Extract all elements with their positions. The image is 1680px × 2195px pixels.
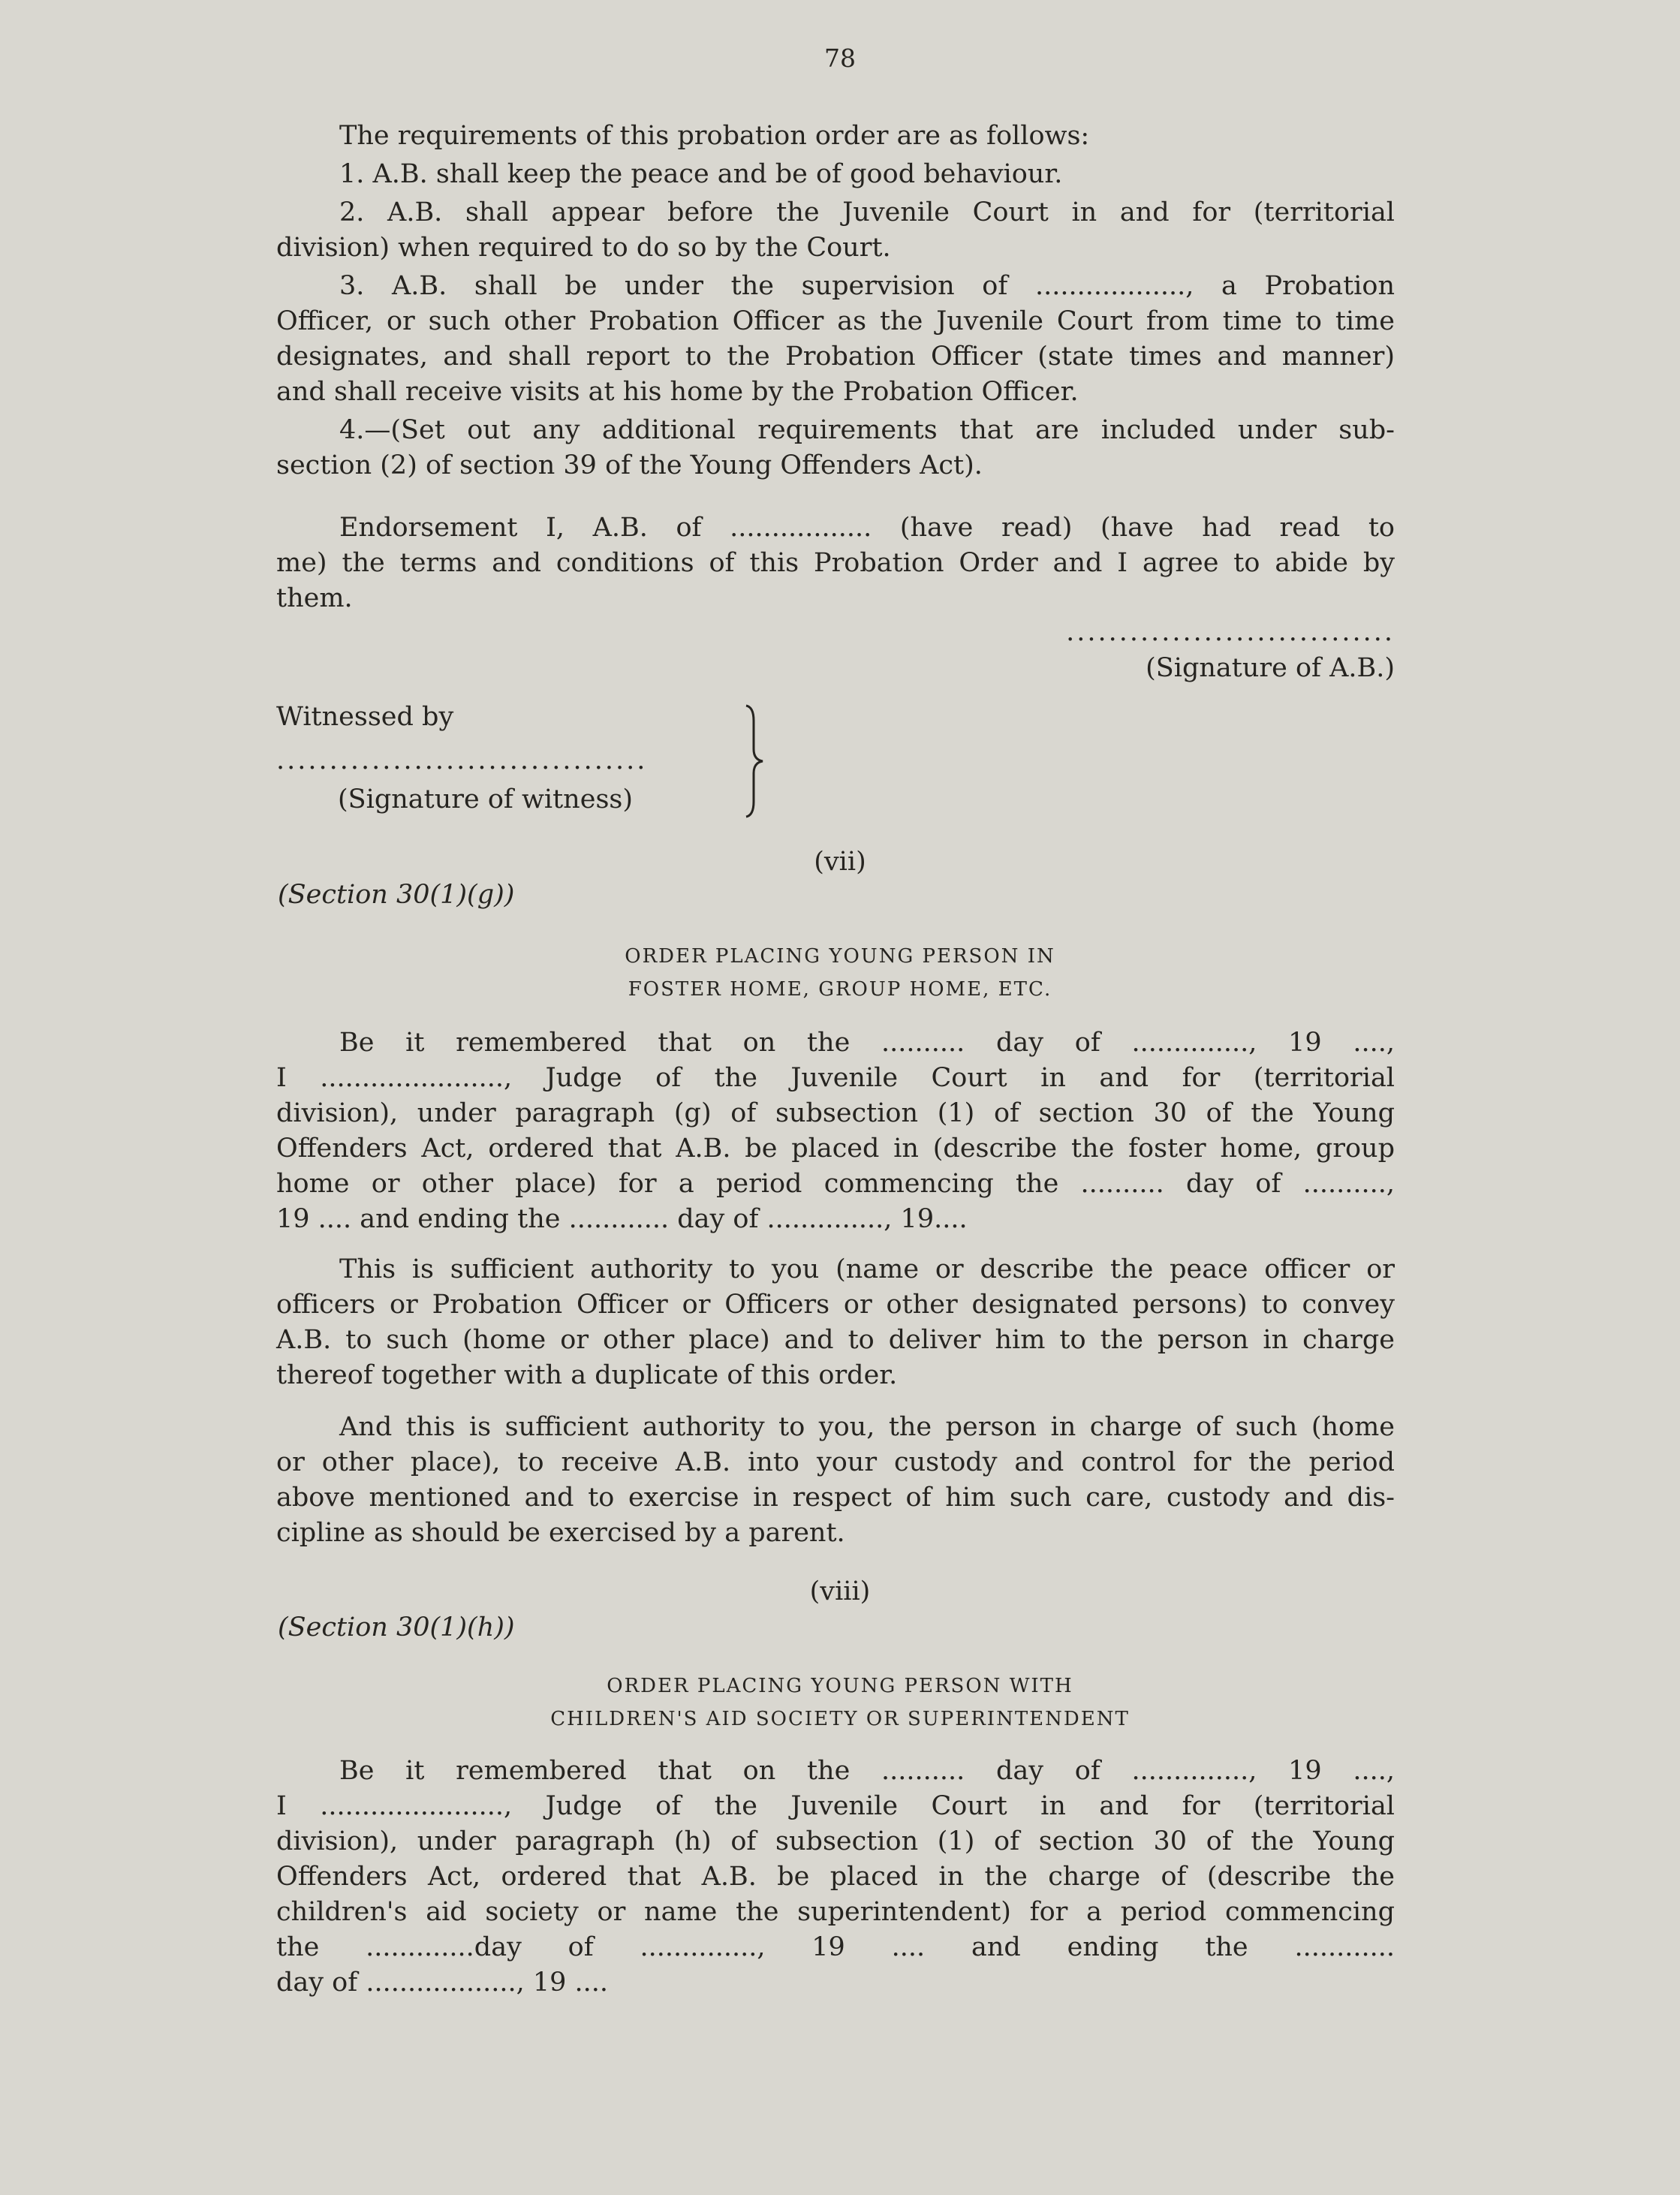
form-viii-line: Offenders Act, ordered that A.B. be placed in the charge of (describe the bbox=[276, 1862, 1395, 1892]
form-vii-line: thereof together with a duplicate of this order. bbox=[276, 1360, 898, 1390]
endorsement-line: Endorsement I, A.B. of ................. (have read) (have had read to bbox=[339, 513, 1395, 543]
requirement-item-4-line: 4.—(Set out any additional requirements that are included under sub- bbox=[339, 415, 1395, 445]
requirements-section bbox=[276, 119, 1395, 483]
requirement-item-2-line: division) when required to do so by the Court. bbox=[276, 233, 891, 263]
form-vii-line: division), under paragraph (g) of subsection (1) of section 30 of the Young bbox=[276, 1098, 1395, 1128]
form-vii-heading: FOSTER HOME, GROUP HOME, ETC. bbox=[628, 978, 1052, 1001]
form-vii-line: A.B. to such (home or other place) and to deliver him to the person in charge bbox=[276, 1325, 1395, 1355]
form-vii-paragraph-3 bbox=[276, 1410, 1395, 1551]
form-vii-heading: ORDER PLACING YOUNG PERSON IN bbox=[625, 945, 1055, 968]
form-viii-line: Be it remembered that on the .......... day of .............., 19 ...., bbox=[339, 1756, 1395, 1786]
page-number: 78 bbox=[824, 44, 856, 73]
form-viii-line: I ......................, Judge of the Juvenile Court in and for (territorial bbox=[276, 1791, 1395, 1821]
form-vii-line: cipline as should be exercised by a parent. bbox=[276, 1518, 845, 1548]
form-viii-line: day of .................., 19 .... bbox=[276, 1968, 608, 1998]
requirement-item-2-line: 2. A.B. shall appear before the Juvenile Court in and for (territorial bbox=[339, 197, 1395, 227]
form-viii-paragraph-1 bbox=[276, 1754, 1395, 2001]
endorsement-section bbox=[276, 510, 1395, 616]
form-vii-line: Offenders Act, ordered that A.B. be placed in (describe the foster home, group bbox=[276, 1134, 1395, 1164]
form-vii-paragraph-1 bbox=[276, 1025, 1395, 1237]
endorsement-line: me) the terms and conditions of this Probation Order and I agree to abide by bbox=[276, 548, 1395, 578]
requirement-item-3-line: designates, and shall report to the Probation Officer (state times and manner) bbox=[276, 342, 1395, 372]
requirement-item-4-line: section (2) of section 39 of the Young Offenders Act). bbox=[276, 450, 983, 480]
form-vii-paragraph-2 bbox=[276, 1252, 1395, 1393]
witnessed-by-label: Witnessed by bbox=[276, 702, 454, 732]
form-vii-numeral: (vii) bbox=[814, 847, 866, 877]
form-vii-line: home or other place) for a period commencing the .......... day of .........., bbox=[276, 1169, 1395, 1199]
requirements-intro: The requirements of this probation order are as follows: bbox=[339, 121, 1090, 151]
form-viii-heading: ORDER PLACING YOUNG PERSON WITH bbox=[607, 1675, 1073, 1697]
witness-signature-line: ................................... bbox=[276, 745, 648, 775]
signature-ab-line: ............................... bbox=[1066, 617, 1395, 647]
requirement-item-3-line: and shall receive visits at his home by the Probation Officer. bbox=[276, 377, 1079, 407]
form-vii-line: And this is sufficient authority to you, the person in charge of such (home bbox=[339, 1412, 1395, 1442]
form-vii-section-ref: (Section 30(1)(g)) bbox=[278, 880, 515, 910]
form-viii-line: the .............day of .............., 19 .... and ending the ............ bbox=[276, 1932, 1395, 1962]
form-vii-line: officers or Probation Officer or Officers or other designated persons) to convey bbox=[276, 1290, 1395, 1320]
requirement-item-1: 1. A.B. shall keep the peace and be of good behaviour. bbox=[339, 159, 1063, 189]
form-vii-line: or other place), to receive A.B. into your custody and control for the period bbox=[276, 1447, 1395, 1477]
form-viii-numeral: (viii) bbox=[809, 1576, 871, 1606]
form-vii-line: Be it remembered that on the .......... day of .............., 19 ...., bbox=[339, 1028, 1395, 1058]
requirement-item-3-line: 3. A.B. shall be under the supervision of .................., a Probation bbox=[339, 271, 1395, 301]
form-viii-line: children's aid society or name the superintendent) for a period commencing bbox=[276, 1897, 1395, 1927]
form-vii-line: above mentioned and to exercise in respect of him such care, custody and dis- bbox=[276, 1483, 1395, 1513]
right-brace-icon bbox=[743, 703, 766, 820]
form-vii-line: 19 .... and ending the ............ day of .............., 19.... bbox=[276, 1204, 968, 1234]
signature-ab-label: (Signature of A.B.) bbox=[1146, 653, 1395, 683]
endorsement-line: them. bbox=[276, 583, 353, 613]
form-viii-line: division), under paragraph (h) of subsection (1) of section 30 of the Young bbox=[276, 1826, 1395, 1856]
form-viii-heading: CHILDREN'S AID SOCIETY OR SUPERINTENDENT bbox=[550, 1708, 1130, 1730]
requirement-item-3-line: Officer, or such other Probation Officer as the Juvenile Court from time to time bbox=[276, 306, 1395, 336]
form-vii-line: This is sufficient authority to you (name or describe the peace officer or bbox=[339, 1254, 1395, 1284]
form-viii-section-ref: (Section 30(1)(h)) bbox=[278, 1612, 515, 1642]
form-vii-line: I ......................, Judge of the Juvenile Court in and for (territorial bbox=[276, 1063, 1395, 1093]
witness-signature-label: (Signature of witness) bbox=[338, 784, 634, 814]
